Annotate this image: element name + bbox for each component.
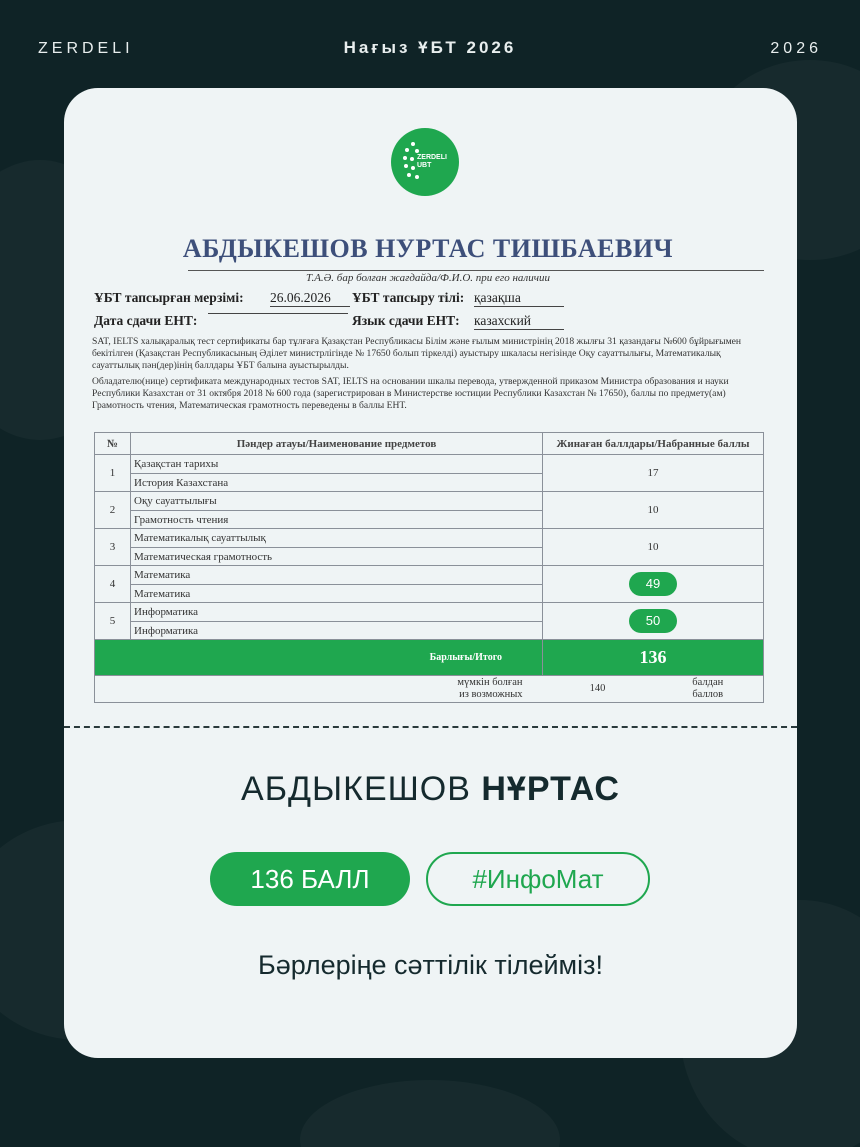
- row-no: 5: [95, 603, 131, 640]
- subject-ru: Математическая грамотность: [131, 547, 542, 565]
- total-value: 136: [543, 640, 764, 676]
- header-title: Нағыз ҰБТ 2026: [343, 38, 517, 57]
- subject-kz: Оқу сауаттылығы: [134, 495, 217, 507]
- wish-text: Бәрлеріңе сәттілік тілейміз!: [257, 950, 603, 980]
- conversion-note-ru: Обладателю(нице) сертификата международных тестов SAT, IELTS на основании шкалы перевода, утвержденной приказом Министра образования и науки Республики Казахстан от 31 октября 2018 № 600 года (зарегистрирован в Министерстве юстиции Республики Казахстан № 17650), баллы по предмету(ам) Грамотность чтения, Математическая грамотность переведены в баллы ЕНТ.: [92, 376, 729, 411]
- points-units: [653, 677, 764, 701]
- row-subject: [131, 492, 543, 529]
- lang-value-ru: казахский: [474, 313, 564, 330]
- table-row: [95, 603, 764, 640]
- bg-shape: [300, 1080, 560, 1147]
- row-score: [543, 566, 764, 603]
- scores-table: [94, 432, 764, 703]
- row-subject: [131, 455, 543, 492]
- possible-label-ru: из возможных: [459, 689, 523, 700]
- lang-value-kz: қазақша: [474, 290, 564, 307]
- row-score: 10: [543, 492, 764, 529]
- divider: [188, 270, 764, 271]
- score-badge: 136 БАЛЛ: [210, 852, 410, 906]
- row-subject: [131, 603, 543, 640]
- table-row: [95, 529, 764, 566]
- subject-ru: Математика: [131, 584, 542, 602]
- row-score: [543, 603, 764, 640]
- row-no: 1: [95, 455, 131, 492]
- date-label-ru: Дата сдачи ЕНТ:: [94, 313, 198, 328]
- subject-ru: Информатика: [131, 621, 542, 639]
- total-row: [95, 640, 764, 676]
- row-subject: [131, 566, 543, 603]
- table-row: [95, 566, 764, 603]
- points-ru: баллов: [692, 689, 724, 700]
- hashtag-badge: #ИнфоМат: [426, 852, 650, 906]
- name-caption: Т.А.Ә. бар болған жағдайда/Ф.И.О. при его наличии: [306, 272, 550, 284]
- table-row: [95, 492, 764, 529]
- row-subject: [131, 529, 543, 566]
- possible-label: [95, 676, 543, 703]
- student-firstname: НҰРТАС: [481, 770, 620, 808]
- subject-ru: История Казахстана: [131, 473, 542, 491]
- date-value: 26.06.2026: [270, 290, 350, 307]
- lang-label-ru: Язык сдачи ЕНТ:: [352, 313, 460, 328]
- possible-cell: [543, 676, 764, 703]
- header-year: 2026: [770, 40, 822, 57]
- certificate-full-name: АБДЫКЕШОВ НУРТАС ТИШБАЕВИЧ: [182, 234, 674, 263]
- col-no-header: №: [95, 433, 131, 455]
- brand-text: ZERDELI: [38, 40, 134, 57]
- row-score: 17: [543, 455, 764, 492]
- conversion-note-kz: SAT, IELTS халықаралық тест сертификаты бар тұлғаға Қазақстан Республикасы Білім және ғылым министрінің 2018 жылғы 31 қазандағы №600 бұйрығымен бекітілген (Қазақстан Республикасының Әділет министрлігінде № 17650 болып тіркелді) ауыстыру шкаласы негізінде Оқу сауаттылығы, Математикалық сауаттылық пән(дер)інің баллдары ҰБТ балына ауыстырылды.: [92, 336, 742, 371]
- row-no: 2: [95, 492, 131, 529]
- table-header-row: [95, 433, 764, 455]
- lang-label-kz: ҰБТ тапсыру тілі:: [352, 290, 465, 305]
- score-pill: 50: [629, 609, 677, 633]
- logo-text: ZERDELI UBT: [417, 154, 447, 169]
- col-score-header: Жинаған баллдары/Набранные баллы: [543, 433, 764, 455]
- dashed-divider: [64, 726, 797, 728]
- zerdeli-logo: [391, 128, 459, 196]
- row-no: 3: [95, 529, 131, 566]
- subject-ru: Грамотность чтения: [131, 510, 542, 528]
- date-value-ru-line: [208, 313, 348, 314]
- student-name: [64, 770, 797, 809]
- total-label: Барлығы/Итого: [95, 640, 543, 676]
- subject-kz: Қазақстан тарихы: [134, 458, 219, 470]
- date-label-kz: ҰБТ тапсырған мерзімі:: [94, 290, 244, 305]
- subject-kz: Математика: [134, 569, 191, 581]
- possible-row: [95, 676, 764, 703]
- subject-kz: Математикалық сауаттылық: [134, 532, 266, 544]
- col-subject-header: Пәндер атауы/Наименование предметов: [131, 433, 543, 455]
- table-row: [95, 455, 764, 492]
- row-score: 10: [543, 529, 764, 566]
- points-kz: балдан: [692, 677, 724, 688]
- student-surname: АБДЫКЕШОВ: [241, 770, 471, 808]
- possible-value: 140: [589, 683, 606, 694]
- row-no: 4: [95, 566, 131, 603]
- subject-kz: Информатика: [134, 606, 199, 618]
- possible-label-kz: мүмкін болған: [457, 677, 523, 688]
- top-bar: [0, 38, 860, 62]
- score-pill: 49: [629, 572, 677, 596]
